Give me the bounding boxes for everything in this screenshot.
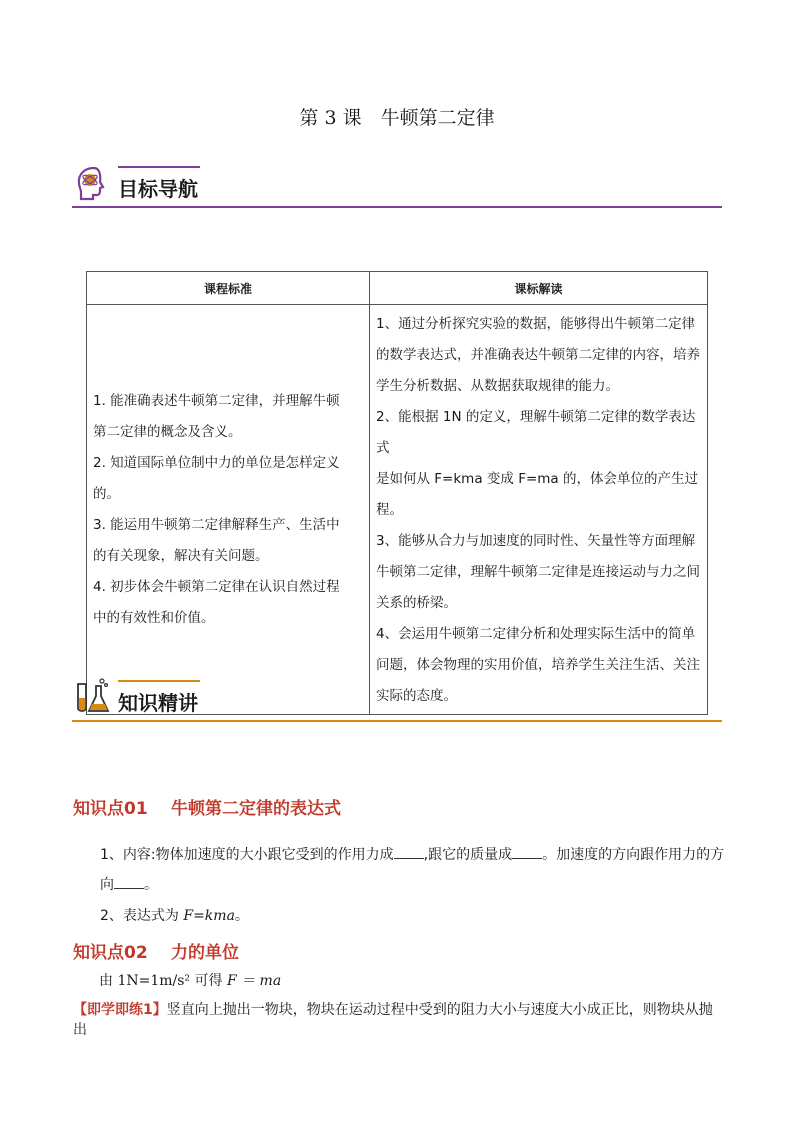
standard-line: 2. 知道国际单位制中力的单位是怎样定义 bbox=[93, 454, 340, 471]
section-header-goal bbox=[72, 162, 722, 208]
text-run: 2、表达式为 bbox=[100, 908, 184, 924]
standard-line: 第二定律的概念及含义。 bbox=[93, 423, 242, 440]
text-run: 。加速度的方向跟作用力的方 bbox=[542, 847, 725, 863]
section-header-knowledge bbox=[72, 676, 722, 722]
formula: F ＝ ma bbox=[226, 973, 282, 989]
standard-line: 的有关现象，解决有关问题。 bbox=[93, 547, 269, 564]
interpretation-cell bbox=[370, 305, 708, 715]
kp1-content-paragraph bbox=[100, 836, 725, 874]
interpretation-line: 3、能够从合力与加速度的同时性、矢量性等方面理解 bbox=[376, 533, 696, 549]
interpretation-line: 2、能根据 1N 的定义，理解牛顿第二定律的数学表达式 bbox=[376, 409, 696, 456]
practice-paragraph bbox=[73, 999, 725, 1039]
knowledge-point-heading bbox=[73, 938, 239, 963]
practice-tag: 【即学即练1】 bbox=[73, 1002, 167, 1018]
page-title: 第 3 课 牛顿第二定律 bbox=[299, 107, 495, 129]
standard-line: 的。 bbox=[93, 485, 120, 502]
knowledge-point-title: 力的单位 bbox=[171, 943, 239, 963]
interpretation-line: 4、会运用牛顿第二定律分析和处理实际生活中的简单 bbox=[376, 626, 696, 642]
standards-cell bbox=[87, 305, 370, 715]
standard-line: 4. 初步体会牛顿第二定律在认识自然过程 bbox=[93, 578, 340, 595]
practice-text: 竖直向上抛出一物块，物块在运动过程中受到的阻力大小与速度大小成正比，则物块从抛出 bbox=[73, 1002, 713, 1038]
text-run: ,跟它的质量成 bbox=[423, 847, 513, 863]
lab-flask-icon bbox=[72, 676, 112, 716]
interpretation-line: 是如何从 F=kma 变成 F=ma 的，体会单位的产生过程。 bbox=[376, 471, 698, 518]
kp1-expression-paragraph bbox=[100, 905, 750, 925]
interpretation-line: 1、通过分析探究实验的数据，能够得出牛顿第二定律 bbox=[376, 316, 696, 332]
text-run: 向 bbox=[100, 877, 114, 893]
text-run: 。 bbox=[144, 877, 158, 893]
standards-table bbox=[86, 271, 708, 715]
interpretation-line: 问题，体会物理的实用价值，培养学生关注生活、关注 bbox=[376, 657, 700, 673]
section-title: 目标导航 bbox=[118, 177, 198, 201]
fill-blank bbox=[114, 876, 144, 889]
knowledge-point-title: 牛顿第二定律的表达式 bbox=[171, 799, 341, 819]
standard-line: 1. 能准确表述牛顿第二定律，并理解牛顿 bbox=[93, 392, 340, 409]
kp1-content-paragraph-cont bbox=[100, 874, 750, 894]
section-underline bbox=[72, 206, 722, 208]
text-run: 由 1N=1m/s² 可得 bbox=[99, 973, 227, 989]
fill-blank bbox=[394, 846, 424, 859]
knowledge-point-number: 知识点01 bbox=[73, 799, 148, 819]
section-top-line bbox=[118, 166, 200, 168]
knowledge-point-number: 知识点02 bbox=[73, 943, 148, 963]
interpretation-line: 学生分析数据、从数据获取规律的能力。 bbox=[376, 378, 619, 394]
fill-blank bbox=[512, 846, 542, 859]
formula: F=kma bbox=[183, 908, 235, 924]
kp2-unit-paragraph bbox=[99, 970, 749, 990]
interpretation-line: 实际的态度。 bbox=[376, 688, 457, 704]
section-underline bbox=[72, 720, 722, 722]
interpretation-line: 的数学表达式，并准确表达牛顿第二定律的内容，培养 bbox=[376, 347, 700, 363]
section-top-line bbox=[118, 680, 200, 682]
knowledge-point-heading bbox=[73, 794, 341, 819]
standard-line: 中的有效性和价值。 bbox=[93, 609, 215, 626]
table-header: 课标解读 bbox=[370, 272, 708, 305]
text-run: 。 bbox=[234, 908, 249, 924]
interpretation-line: 牛顿第二定律，理解牛顿第二定律是连接运动与力之间 bbox=[376, 564, 700, 580]
head-brain-icon bbox=[72, 162, 112, 202]
table-header: 课程标准 bbox=[87, 272, 370, 305]
section-title: 知识精讲 bbox=[118, 691, 198, 715]
text-run: 1、内容:物体加速度的大小跟它受到的作用力成 bbox=[100, 847, 394, 863]
interpretation-line: 关系的桥梁。 bbox=[376, 595, 457, 611]
standard-line: 3. 能运用牛顿第二定律解释生产、生活中 bbox=[93, 516, 340, 533]
